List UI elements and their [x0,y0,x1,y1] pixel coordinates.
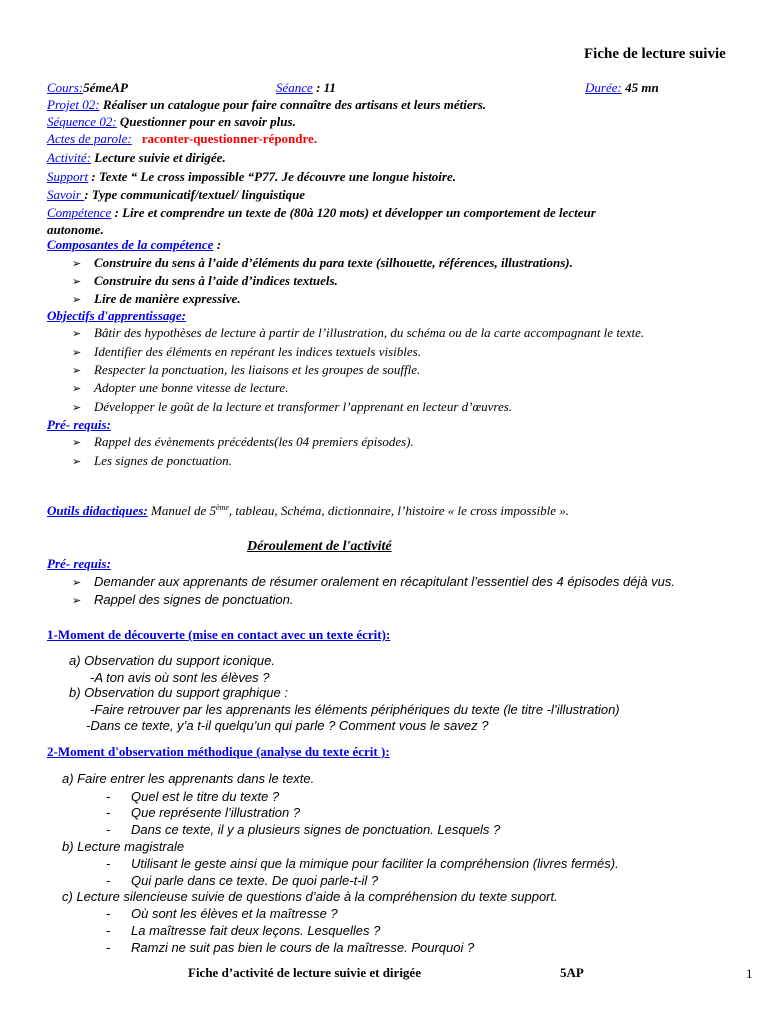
savoir-line [47,188,305,201]
cours-label: Cours: [47,80,84,95]
sequence-label: Séquence 02: [47,114,117,129]
activite-label: Activité: [47,150,92,165]
moment2-item-b: b) Lecture magistrale [62,839,185,854]
projet-label: Projet 02: [47,97,100,112]
arrow-bullet-icon: ➢ [72,576,82,589]
cours-value: 5émeAP [83,80,128,95]
list-item: ➢ Développer le goût de la lecture et transformer l’apprenant en lecteur d’œuvres. [72,399,513,414]
actes-label: Actes de parole: [47,131,132,146]
arrow-bullet-icon: ➢ [72,436,82,449]
outils-line [47,504,569,517]
page-number: 1 [746,966,753,981]
arrow-bullet-icon: ➢ [72,364,82,377]
list-item: ➢ Adopter une bonne vitesse de lecture. [72,380,289,395]
moment2-item-c: c) Lecture silencieuse suivie de questions d’aide à la compréhension du texte support. [62,889,558,904]
list-item: ➢ Bâtir des hypothèses de lecture à partir de l’illustration, du schéma ou de la carte accompagnant le texte. [72,325,645,340]
moment1-item-a: a) Observation du support iconique. [69,653,275,668]
arrow-bullet-icon: ➢ [72,275,82,288]
arrow-bullet-icon: ➢ [72,327,82,340]
duree-value: 45 mn [621,80,659,95]
moment1-item-b: b) Observation du support graphique : [69,685,288,700]
deroulement-title: Déroulement de l'activité [247,539,392,554]
duree-field [585,81,659,94]
list-item: ➢ Les signes de ponctuation. [72,453,232,468]
moment1-question: -Dans ce texte, y’a t-il quelqu’un qui parle ? Comment vous le savez ? [86,718,489,733]
moment2-heading: 2-Moment d'observation méthodique (analyse du texte écrit ): [47,744,390,759]
actes-value: raconter-questionner-répondre. [141,131,318,146]
list-item: ➢ Demander aux apprenants de résumer oralement en récapitulant l’essentiel des 4 épisodes déjà vus. [72,574,676,589]
footer-title: Fiche d’activité de lecture suivie et dirigée [188,965,421,980]
arrow-bullet-icon: ➢ [72,293,82,306]
sequence-line [47,115,296,128]
list-item: - Utilisant le geste ainsi que la mimique pour faciliter la compréhension (livres fermés). [106,856,619,871]
projet-value: Réaliser un catalogue pour faire connaître des artisans et leurs métiers. [99,97,487,112]
list-item: - Que représente l’illustration ? [106,805,301,820]
sequence-value: Questionner pour en savoir plus. [116,114,296,129]
list-item: ➢ Construire du sens à l’aide d’éléments du para texte (silhouette, références, illustrations). [72,255,573,270]
seance-field [276,81,336,94]
composantes-colon: : [213,237,222,252]
composantes-title: Composantes de la compétence [47,237,214,252]
activite-line [47,151,226,164]
list-item: ➢ Lire de manière expressive. [72,291,241,306]
moment2-item-a: a) Faire entrer les apprenants dans le texte. [62,771,315,786]
moment1-question: -Faire retrouver par les apprenants les éléments périphériques du texte (le titre -l’illustration) [90,702,620,717]
list-item: - Quel est le titre du texte ? [106,789,280,804]
competence-value: : Lire et comprendre un texte de (80à 120 mots) et développer un comportement de lecteur [111,205,596,220]
competence-label: Compétence [47,205,112,220]
list-item: ➢ Construire du sens à l’aide d’indices textuels. [72,273,338,288]
cours-field [47,81,128,94]
list-item: - Où sont les élèves et la maîtresse ? [106,906,338,921]
arrow-bullet-icon: ➢ [72,594,82,607]
outils-superscript: ème [216,503,229,512]
arrow-bullet-icon: ➢ [72,257,82,270]
arrow-bullet-icon: ➢ [72,346,82,359]
seance-label: Séance [276,80,313,95]
prerequis-heading: Pré- requis: [47,417,111,432]
savoir-value: : Type communicatif/textuel/ linguistique [84,187,306,202]
list-item: ➢ Rappel des évènements précédents(les 04 premiers épisodes). [72,434,414,449]
list-item: - La maîtresse fait deux leçons. Lesquelles ? [106,923,381,938]
list-item: ➢ Respecter la ponctuation, les liaisons et les groupes de souffle. [72,362,421,377]
outils-label: Outils didactiques: [47,503,148,518]
competence-line [47,206,596,219]
list-item: ➢ Identifier des éléments en repérant les indices textuels visibles. [72,344,421,359]
actes-line [47,132,317,145]
arrow-bullet-icon: ➢ [72,455,82,468]
outils-text-end: , tableau, Schéma, dictionnaire, l’histoire « le cross impossible ». [228,503,570,518]
prerequis-heading-2: Pré- requis: [47,556,111,571]
arrow-bullet-icon: ➢ [72,401,82,414]
moment1-heading: 1-Moment de découverte (mise en contact avec un texte écrit): [47,627,391,642]
moment1-question: -A ton avis où sont les élèves ? [90,670,270,685]
projet-line [47,98,486,111]
document-title: Fiche de lecture suivie [584,46,726,62]
competence-value-continued: autonome. [47,222,104,237]
arrow-bullet-icon: ➢ [72,382,82,395]
savoir-label: Savoir [47,187,85,202]
list-item: - Qui parle dans ce texte. De quoi parle-t-il ? [106,873,379,888]
objectifs-heading: Objectifs d'apprentissage: [47,308,187,323]
list-item: ➢ Rappel des signes de ponctuation. [72,592,294,607]
composantes-heading [47,238,221,251]
activite-value: Lecture suivie et dirigée. [91,150,226,165]
support-value: : Texte “ Le cross impossible “P77. Je découvre une longue histoire. [88,169,456,184]
outils-text: Manuel de 5 [147,503,216,518]
seance-value: : 11 [312,80,336,95]
support-label: Support [47,169,89,184]
duree-label: Durée: [585,80,622,95]
footer-level: 5AP [560,965,584,980]
support-line [47,170,456,183]
list-item: - Ramzi ne suit pas bien le cours de la maîtresse. Pourquoi ? [106,940,475,955]
list-item: - Dans ce texte, il y a plusieurs signes de ponctuation. Lesquels ? [106,822,501,837]
